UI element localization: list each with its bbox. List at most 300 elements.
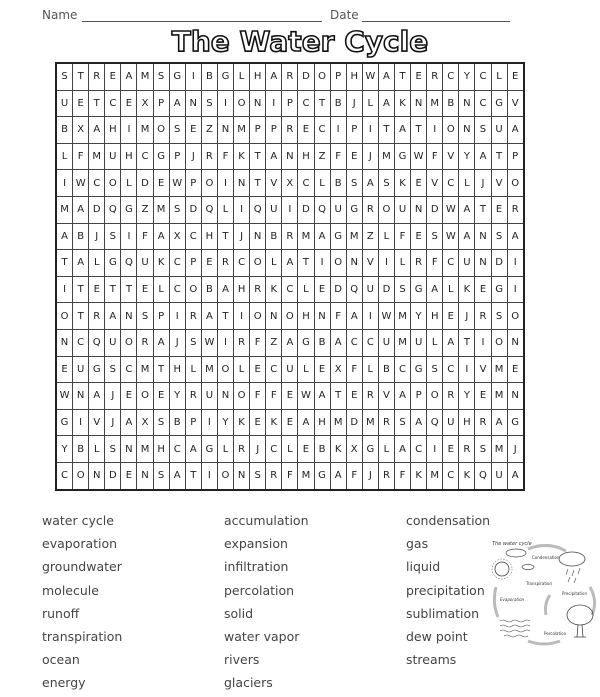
- grid-cell[interactable]: T: [217, 223, 233, 250]
- grid-cell[interactable]: J: [459, 303, 475, 330]
- grid-cell[interactable]: G: [89, 356, 105, 383]
- grid-cell[interactable]: N: [411, 196, 427, 223]
- grid-cell[interactable]: F: [394, 462, 410, 489]
- grid-cell[interactable]: G: [169, 63, 185, 90]
- grid-cell[interactable]: E: [89, 276, 105, 303]
- grid-cell[interactable]: L: [217, 436, 233, 463]
- grid-cell[interactable]: L: [266, 250, 282, 277]
- grid-cell[interactable]: S: [250, 462, 266, 489]
- grid-cell[interactable]: K: [266, 276, 282, 303]
- grid-cell[interactable]: A: [378, 90, 394, 117]
- grid-cell[interactable]: I: [201, 462, 217, 489]
- grid-cell[interactable]: C: [266, 356, 282, 383]
- grid-cell[interactable]: E: [298, 436, 314, 463]
- grid-cell[interactable]: G: [491, 276, 507, 303]
- grid-cell[interactable]: X: [137, 90, 153, 117]
- grid-cell[interactable]: D: [427, 196, 443, 223]
- grid-cell[interactable]: P: [153, 303, 169, 330]
- grid-cell[interactable]: U: [137, 250, 153, 277]
- grid-cell[interactable]: A: [121, 409, 137, 436]
- grid-cell[interactable]: S: [153, 63, 169, 90]
- grid-cell[interactable]: Q: [475, 462, 491, 489]
- grid-cell[interactable]: A: [507, 223, 524, 250]
- grid-cell[interactable]: E: [137, 276, 153, 303]
- grid-cell[interactable]: T: [394, 63, 410, 90]
- grid-cell[interactable]: E: [73, 90, 89, 117]
- grid-cell[interactable]: H: [250, 63, 266, 90]
- grid-cell[interactable]: V: [362, 250, 378, 277]
- grid-cell[interactable]: S: [105, 223, 121, 250]
- grid-cell[interactable]: T: [185, 462, 201, 489]
- grid-cell[interactable]: J: [105, 383, 121, 410]
- grid-cell[interactable]: V: [266, 170, 282, 197]
- grid-cell[interactable]: E: [121, 462, 137, 489]
- grid-cell[interactable]: G: [217, 63, 233, 90]
- grid-cell[interactable]: A: [443, 329, 459, 356]
- grid-cell[interactable]: R: [234, 436, 250, 463]
- grid-cell[interactable]: G: [394, 143, 410, 170]
- grid-cell[interactable]: I: [169, 303, 185, 330]
- grid-cell[interactable]: O: [217, 462, 233, 489]
- grid-cell[interactable]: M: [137, 117, 153, 144]
- grid-cell[interactable]: E: [475, 276, 491, 303]
- grid-cell[interactable]: Q: [201, 196, 217, 223]
- grid-cell[interactable]: L: [298, 276, 314, 303]
- grid-cell[interactable]: Y: [459, 63, 475, 90]
- grid-cell[interactable]: F: [427, 143, 443, 170]
- grid-cell[interactable]: C: [185, 223, 201, 250]
- grid-cell[interactable]: L: [443, 276, 459, 303]
- grid-cell[interactable]: C: [443, 170, 459, 197]
- grid-cell[interactable]: T: [56, 250, 73, 277]
- grid-cell[interactable]: B: [330, 90, 346, 117]
- grid-cell[interactable]: M: [330, 409, 346, 436]
- grid-cell[interactable]: R: [185, 303, 201, 330]
- grid-cell[interactable]: R: [137, 329, 153, 356]
- grid-cell[interactable]: A: [73, 250, 89, 277]
- grid-cell[interactable]: A: [89, 117, 105, 144]
- grid-cell[interactable]: A: [105, 303, 121, 330]
- grid-cell[interactable]: R: [89, 303, 105, 330]
- grid-cell[interactable]: L: [234, 356, 250, 383]
- grid-cell[interactable]: V: [443, 143, 459, 170]
- grid-cell[interactable]: S: [394, 409, 410, 436]
- grid-cell[interactable]: O: [121, 329, 137, 356]
- grid-cell[interactable]: E: [121, 383, 137, 410]
- grid-cell[interactable]: A: [169, 462, 185, 489]
- grid-cell[interactable]: S: [153, 409, 169, 436]
- grid-cell[interactable]: U: [394, 196, 410, 223]
- grid-cell[interactable]: P: [169, 143, 185, 170]
- grid-cell[interactable]: Z: [362, 223, 378, 250]
- grid-cell[interactable]: B: [169, 409, 185, 436]
- grid-cell[interactable]: S: [427, 356, 443, 383]
- grid-cell[interactable]: E: [443, 303, 459, 330]
- grid-cell[interactable]: A: [394, 436, 410, 463]
- grid-cell[interactable]: E: [105, 63, 121, 90]
- grid-cell[interactable]: U: [201, 383, 217, 410]
- grid-cell[interactable]: A: [282, 329, 298, 356]
- grid-cell[interactable]: X: [137, 409, 153, 436]
- grid-cell[interactable]: R: [362, 196, 378, 223]
- grid-cell[interactable]: M: [491, 383, 507, 410]
- grid-cell[interactable]: A: [378, 63, 394, 90]
- grid-cell[interactable]: C: [73, 329, 89, 356]
- grid-cell[interactable]: C: [411, 436, 427, 463]
- grid-cell[interactable]: C: [298, 170, 314, 197]
- grid-cell[interactable]: V: [475, 356, 491, 383]
- grid-cell[interactable]: I: [459, 356, 475, 383]
- grid-cell[interactable]: P: [346, 117, 362, 144]
- grid-cell[interactable]: E: [491, 196, 507, 223]
- grid-cell[interactable]: N: [475, 223, 491, 250]
- grid-cell[interactable]: T: [378, 117, 394, 144]
- grid-cell[interactable]: S: [378, 170, 394, 197]
- grid-cell[interactable]: H: [427, 303, 443, 330]
- grid-cell[interactable]: Q: [89, 329, 105, 356]
- grid-cell[interactable]: S: [105, 436, 121, 463]
- grid-cell[interactable]: Y: [217, 409, 233, 436]
- grid-cell[interactable]: O: [507, 303, 524, 330]
- grid-cell[interactable]: A: [507, 117, 524, 144]
- grid-cell[interactable]: R: [475, 303, 491, 330]
- grid-cell[interactable]: F: [346, 462, 362, 489]
- grid-cell[interactable]: N: [314, 303, 330, 330]
- grid-cell[interactable]: O: [250, 303, 266, 330]
- grid-cell[interactable]: O: [201, 170, 217, 197]
- grid-cell[interactable]: U: [443, 409, 459, 436]
- grid-cell[interactable]: C: [121, 356, 137, 383]
- grid-cell[interactable]: R: [217, 250, 233, 277]
- grid-cell[interactable]: A: [217, 276, 233, 303]
- grid-cell[interactable]: D: [298, 196, 314, 223]
- grid-cell[interactable]: K: [266, 409, 282, 436]
- grid-cell[interactable]: R: [250, 276, 266, 303]
- grid-cell[interactable]: S: [56, 63, 73, 90]
- grid-cell[interactable]: G: [121, 196, 137, 223]
- grid-cell[interactable]: I: [314, 250, 330, 277]
- grid-cell[interactable]: M: [394, 329, 410, 356]
- grid-cell[interactable]: U: [105, 329, 121, 356]
- grid-cell[interactable]: R: [185, 383, 201, 410]
- grid-cell[interactable]: X: [346, 436, 362, 463]
- grid-cell[interactable]: E: [56, 356, 73, 383]
- grid-cell[interactable]: E: [314, 356, 330, 383]
- grid-cell[interactable]: B: [443, 90, 459, 117]
- grid-cell[interactable]: T: [73, 63, 89, 90]
- grid-cell[interactable]: L: [217, 196, 233, 223]
- grid-cell[interactable]: N: [234, 462, 250, 489]
- grid-cell[interactable]: B: [56, 117, 73, 144]
- grid-cell[interactable]: R: [427, 63, 443, 90]
- grid-cell[interactable]: U: [56, 90, 73, 117]
- grid-cell[interactable]: M: [491, 356, 507, 383]
- grid-cell[interactable]: P: [411, 383, 427, 410]
- grid-cell[interactable]: J: [105, 409, 121, 436]
- grid-cell[interactable]: T: [73, 303, 89, 330]
- grid-cell[interactable]: C: [169, 276, 185, 303]
- grid-cell[interactable]: H: [121, 143, 137, 170]
- grid-cell[interactable]: H: [105, 117, 121, 144]
- grid-cell[interactable]: A: [346, 303, 362, 330]
- grid-cell[interactable]: J: [475, 170, 491, 197]
- grid-cell[interactable]: I: [185, 63, 201, 90]
- grid-cell[interactable]: P: [185, 170, 201, 197]
- grid-cell[interactable]: T: [217, 303, 233, 330]
- grid-cell[interactable]: X: [73, 117, 89, 144]
- grid-cell[interactable]: I: [427, 117, 443, 144]
- grid-cell[interactable]: U: [105, 143, 121, 170]
- grid-cell[interactable]: N: [56, 329, 73, 356]
- grid-cell[interactable]: N: [217, 383, 233, 410]
- grid-cell[interactable]: I: [507, 276, 524, 303]
- grid-cell[interactable]: N: [121, 303, 137, 330]
- grid-cell[interactable]: D: [105, 462, 121, 489]
- grid-cell[interactable]: M: [346, 223, 362, 250]
- grid-cell[interactable]: S: [427, 223, 443, 250]
- grid-cell[interactable]: L: [378, 436, 394, 463]
- grid-cell[interactable]: S: [169, 196, 185, 223]
- grid-cell[interactable]: O: [250, 250, 266, 277]
- grid-cell[interactable]: A: [507, 462, 524, 489]
- grid-cell[interactable]: V: [89, 409, 105, 436]
- grid-cell[interactable]: F: [250, 329, 266, 356]
- grid-cell[interactable]: C: [475, 63, 491, 90]
- grid-cell[interactable]: Y: [56, 436, 73, 463]
- grid-cell[interactable]: O: [185, 276, 201, 303]
- grid-cell[interactable]: T: [475, 196, 491, 223]
- grid-cell[interactable]: S: [169, 117, 185, 144]
- grid-cell[interactable]: E: [201, 250, 217, 277]
- grid-cell[interactable]: I: [217, 90, 233, 117]
- grid-cell[interactable]: C: [266, 436, 282, 463]
- grid-cell[interactable]: X: [282, 170, 298, 197]
- grid-cell[interactable]: N: [185, 90, 201, 117]
- grid-cell[interactable]: C: [443, 462, 459, 489]
- grid-cell[interactable]: A: [153, 223, 169, 250]
- grid-cell[interactable]: W: [56, 383, 73, 410]
- grid-cell[interactable]: C: [475, 90, 491, 117]
- grid-cell[interactable]: D: [137, 170, 153, 197]
- grid-cell[interactable]: I: [427, 436, 443, 463]
- grid-cell[interactable]: U: [282, 356, 298, 383]
- grid-cell[interactable]: U: [378, 329, 394, 356]
- grid-cell[interactable]: D: [330, 276, 346, 303]
- grid-cell[interactable]: F: [427, 250, 443, 277]
- grid-cell[interactable]: T: [314, 90, 330, 117]
- grid-cell[interactable]: M: [137, 356, 153, 383]
- grid-cell[interactable]: O: [427, 383, 443, 410]
- grid-cell[interactable]: A: [362, 170, 378, 197]
- grid-cell[interactable]: M: [89, 143, 105, 170]
- grid-cell[interactable]: B: [378, 356, 394, 383]
- grid-cell[interactable]: E: [314, 276, 330, 303]
- grid-cell[interactable]: T: [330, 383, 346, 410]
- grid-cell[interactable]: C: [282, 276, 298, 303]
- grid-cell[interactable]: I: [73, 409, 89, 436]
- grid-cell[interactable]: E: [346, 143, 362, 170]
- grid-cell[interactable]: U: [491, 117, 507, 144]
- grid-cell[interactable]: A: [201, 303, 217, 330]
- grid-cell[interactable]: G: [298, 329, 314, 356]
- grid-cell[interactable]: T: [89, 90, 105, 117]
- grid-cell[interactable]: U: [491, 462, 507, 489]
- grid-cell[interactable]: B: [314, 436, 330, 463]
- grid-cell[interactable]: A: [330, 462, 346, 489]
- grid-cell[interactable]: V: [507, 90, 524, 117]
- grid-cell[interactable]: M: [298, 462, 314, 489]
- grid-cell[interactable]: U: [459, 250, 475, 277]
- grid-cell[interactable]: W: [378, 303, 394, 330]
- grid-cell[interactable]: C: [443, 356, 459, 383]
- grid-cell[interactable]: N: [475, 250, 491, 277]
- grid-cell[interactable]: N: [346, 250, 362, 277]
- grid-cell[interactable]: R: [282, 117, 298, 144]
- grid-cell[interactable]: J: [89, 223, 105, 250]
- grid-cell[interactable]: L: [234, 63, 250, 90]
- grid-cell[interactable]: I: [475, 329, 491, 356]
- grid-cell[interactable]: P: [330, 63, 346, 90]
- grid-cell[interactable]: O: [491, 329, 507, 356]
- grid-cell[interactable]: L: [314, 170, 330, 197]
- grid-cell[interactable]: G: [201, 436, 217, 463]
- grid-cell[interactable]: I: [217, 170, 233, 197]
- grid-cell[interactable]: T: [411, 117, 427, 144]
- grid-cell[interactable]: M: [298, 223, 314, 250]
- grid-cell[interactable]: D: [378, 276, 394, 303]
- grid-cell[interactable]: G: [346, 196, 362, 223]
- grid-cell[interactable]: E: [250, 409, 266, 436]
- grid-cell[interactable]: C: [137, 143, 153, 170]
- grid-cell[interactable]: W: [443, 223, 459, 250]
- grid-cell[interactable]: R: [378, 409, 394, 436]
- grid-cell[interactable]: C: [105, 90, 121, 117]
- grid-cell[interactable]: C: [169, 436, 185, 463]
- grid-cell[interactable]: R: [89, 63, 105, 90]
- grid-cell[interactable]: L: [362, 90, 378, 117]
- grid-cell[interactable]: D: [89, 196, 105, 223]
- grid-cell[interactable]: T: [298, 250, 314, 277]
- grid-cell[interactable]: H: [153, 436, 169, 463]
- grid-cell[interactable]: S: [475, 436, 491, 463]
- grid-cell[interactable]: H: [298, 143, 314, 170]
- grid-cell[interactable]: H: [201, 223, 217, 250]
- grid-cell[interactable]: U: [73, 356, 89, 383]
- grid-cell[interactable]: A: [89, 383, 105, 410]
- grid-cell[interactable]: P: [266, 117, 282, 144]
- grid-cell[interactable]: L: [56, 143, 73, 170]
- grid-cell[interactable]: A: [121, 63, 137, 90]
- grid-cell[interactable]: K: [411, 462, 427, 489]
- grid-cell[interactable]: A: [475, 143, 491, 170]
- grid-cell[interactable]: N: [234, 170, 250, 197]
- grid-cell[interactable]: L: [394, 250, 410, 277]
- grid-cell[interactable]: M: [234, 117, 250, 144]
- grid-cell[interactable]: Z: [137, 196, 153, 223]
- grid-cell[interactable]: M: [137, 436, 153, 463]
- grid-cell[interactable]: J: [169, 329, 185, 356]
- grid-cell[interactable]: A: [427, 276, 443, 303]
- grid-cell[interactable]: K: [234, 143, 250, 170]
- grid-cell[interactable]: C: [314, 117, 330, 144]
- grid-cell[interactable]: B: [201, 63, 217, 90]
- grid-cell[interactable]: L: [427, 329, 443, 356]
- grid-cell[interactable]: A: [330, 329, 346, 356]
- grid-cell[interactable]: R: [475, 409, 491, 436]
- grid-cell[interactable]: E: [411, 223, 427, 250]
- grid-cell[interactable]: P: [185, 250, 201, 277]
- grid-cell[interactable]: I: [266, 90, 282, 117]
- grid-cell[interactable]: O: [234, 90, 250, 117]
- grid-cell[interactable]: G: [362, 436, 378, 463]
- grid-cell[interactable]: M: [137, 63, 153, 90]
- grid-cell[interactable]: T: [121, 276, 137, 303]
- grid-cell[interactable]: A: [266, 63, 282, 90]
- grid-cell[interactable]: J: [234, 223, 250, 250]
- grid-cell[interactable]: C: [169, 250, 185, 277]
- grid-cell[interactable]: J: [362, 143, 378, 170]
- grid-cell[interactable]: R: [362, 383, 378, 410]
- grid-cell[interactable]: H: [314, 409, 330, 436]
- grid-cell[interactable]: A: [491, 409, 507, 436]
- grid-cell[interactable]: O: [137, 383, 153, 410]
- grid-cell[interactable]: A: [459, 196, 475, 223]
- grid-cell[interactable]: G: [491, 90, 507, 117]
- grid-cell[interactable]: J: [507, 436, 524, 463]
- grid-cell[interactable]: X: [330, 356, 346, 383]
- grid-cell[interactable]: N: [137, 462, 153, 489]
- grid-cell[interactable]: K: [459, 462, 475, 489]
- grid-cell[interactable]: C: [89, 170, 105, 197]
- grid-cell[interactable]: N: [507, 329, 524, 356]
- grid-cell[interactable]: Y: [459, 143, 475, 170]
- grid-cell[interactable]: O: [217, 356, 233, 383]
- grid-cell[interactable]: C: [56, 462, 73, 489]
- grid-cell[interactable]: U: [330, 196, 346, 223]
- grid-cell[interactable]: U: [266, 196, 282, 223]
- grid-cell[interactable]: F: [73, 143, 89, 170]
- grid-cell[interactable]: B: [73, 223, 89, 250]
- grid-cell[interactable]: Z: [266, 329, 282, 356]
- grid-cell[interactable]: W: [411, 143, 427, 170]
- grid-cell[interactable]: A: [298, 409, 314, 436]
- grid-cell[interactable]: G: [411, 356, 427, 383]
- grid-cell[interactable]: E: [185, 117, 201, 144]
- grid-cell[interactable]: S: [491, 303, 507, 330]
- grid-cell[interactable]: C: [298, 90, 314, 117]
- grid-cell[interactable]: L: [153, 276, 169, 303]
- grid-cell[interactable]: M: [427, 462, 443, 489]
- grid-cell[interactable]: A: [314, 383, 330, 410]
- grid-cell[interactable]: O: [443, 117, 459, 144]
- grid-cell[interactable]: S: [394, 276, 410, 303]
- grid-cell[interactable]: O: [234, 383, 250, 410]
- grid-cell[interactable]: L: [121, 170, 137, 197]
- grid-cell[interactable]: A: [153, 329, 169, 356]
- grid-cell[interactable]: B: [314, 329, 330, 356]
- grid-cell[interactable]: T: [491, 143, 507, 170]
- grid-cell[interactable]: A: [266, 143, 282, 170]
- grid-cell[interactable]: G: [56, 409, 73, 436]
- grid-cell[interactable]: Y: [411, 303, 427, 330]
- grid-cell[interactable]: X: [169, 223, 185, 250]
- grid-cell[interactable]: F: [330, 303, 346, 330]
- grid-cell[interactable]: H: [346, 63, 362, 90]
- grid-cell[interactable]: O: [105, 170, 121, 197]
- grid-cell[interactable]: H: [234, 276, 250, 303]
- grid-cell[interactable]: E: [282, 383, 298, 410]
- grid-cell[interactable]: R: [411, 250, 427, 277]
